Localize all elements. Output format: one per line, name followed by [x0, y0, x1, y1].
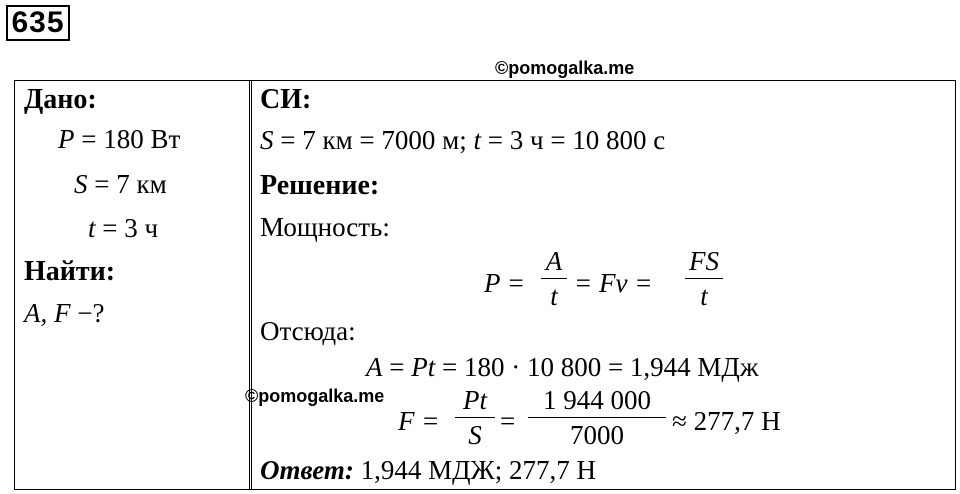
find-unknowns-suffix: −? — [70, 298, 105, 328]
force-fraction-pt-s-denominator: S — [468, 420, 482, 450]
power-fraction-force-distance — [684, 244, 724, 313]
answer-text: 1,944 МДЖ; 277,7 Н — [353, 455, 596, 485]
answer — [260, 455, 596, 486]
force-fraction-numeric — [527, 383, 667, 452]
given-distance — [74, 169, 167, 200]
given-power-value: = 180 Вт — [74, 124, 181, 154]
given-time-value: = 3 ч — [95, 213, 159, 243]
power-label: Мощность: — [260, 212, 390, 242]
power-formula-mid-text: = Fv = — [574, 268, 653, 298]
find-heading: Найти: — [24, 256, 116, 287]
answer-label: Ответ: — [260, 455, 354, 485]
power-fraction-force-distance-denominator: t — [700, 281, 708, 311]
power-formula-lhs-text: P = — [484, 268, 525, 298]
solution-heading: Решение: — [260, 170, 380, 201]
watermark-top: ©pomogalka.me — [495, 58, 635, 78]
force-fraction-numeric-denominator: 7000 — [570, 420, 624, 450]
force-equals-sign: = — [500, 406, 516, 436]
force-fraction-numeric-numerator: 1 944 000 — [543, 385, 651, 415]
power-fraction-work-time — [540, 244, 568, 313]
given-power-var: P — [58, 124, 75, 154]
si-distance-var: S — [260, 125, 274, 155]
watermark-middle: ©pomogalka.me — [245, 386, 385, 406]
column-divider — [249, 80, 252, 490]
hence-label: Отсюда: — [260, 316, 356, 346]
power-fraction-work-time-numerator: A — [545, 246, 563, 276]
si-conversion — [260, 125, 665, 156]
find-unknowns — [24, 298, 104, 329]
si-time-conversion: = 3 ч = 10 800 с — [481, 125, 666, 155]
given-heading: Дано: — [24, 84, 97, 115]
force-equation-lhs — [398, 406, 439, 437]
force-fraction-pt-s-numerator: Pt — [463, 385, 487, 415]
power-formula-mid — [574, 268, 652, 299]
given-distance-value: = 7 км — [87, 169, 167, 199]
work-equation — [366, 352, 759, 383]
force-equation-lhs-text: F = — [398, 406, 440, 436]
problem-number: 635 — [6, 5, 70, 41]
work-equation-pt: Pt — [411, 352, 436, 382]
power-fraction-work-time-denominator: t — [550, 281, 558, 311]
given-distance-var: S — [74, 169, 88, 199]
power-fraction-force-distance-numerator: FS — [689, 246, 719, 276]
given-power — [58, 124, 180, 155]
power-formula-lhs — [484, 268, 525, 299]
force-result: ≈ 277,7 Н — [672, 406, 781, 436]
force-fraction-pt-s — [454, 383, 496, 452]
work-equation-result: = 180 · 10 800 = 1,944 МДж — [435, 352, 759, 382]
work-equation-var: A — [366, 352, 383, 382]
si-time-var: t — [473, 125, 482, 155]
si-heading: СИ: — [260, 84, 312, 115]
given-time-var: t — [88, 213, 96, 243]
work-equation-equals: = — [382, 352, 412, 382]
si-distance-conversion: = 7 км = 7000 м; — [273, 125, 474, 155]
given-time — [88, 213, 158, 244]
find-unknowns-vars: A, F — [24, 298, 71, 328]
